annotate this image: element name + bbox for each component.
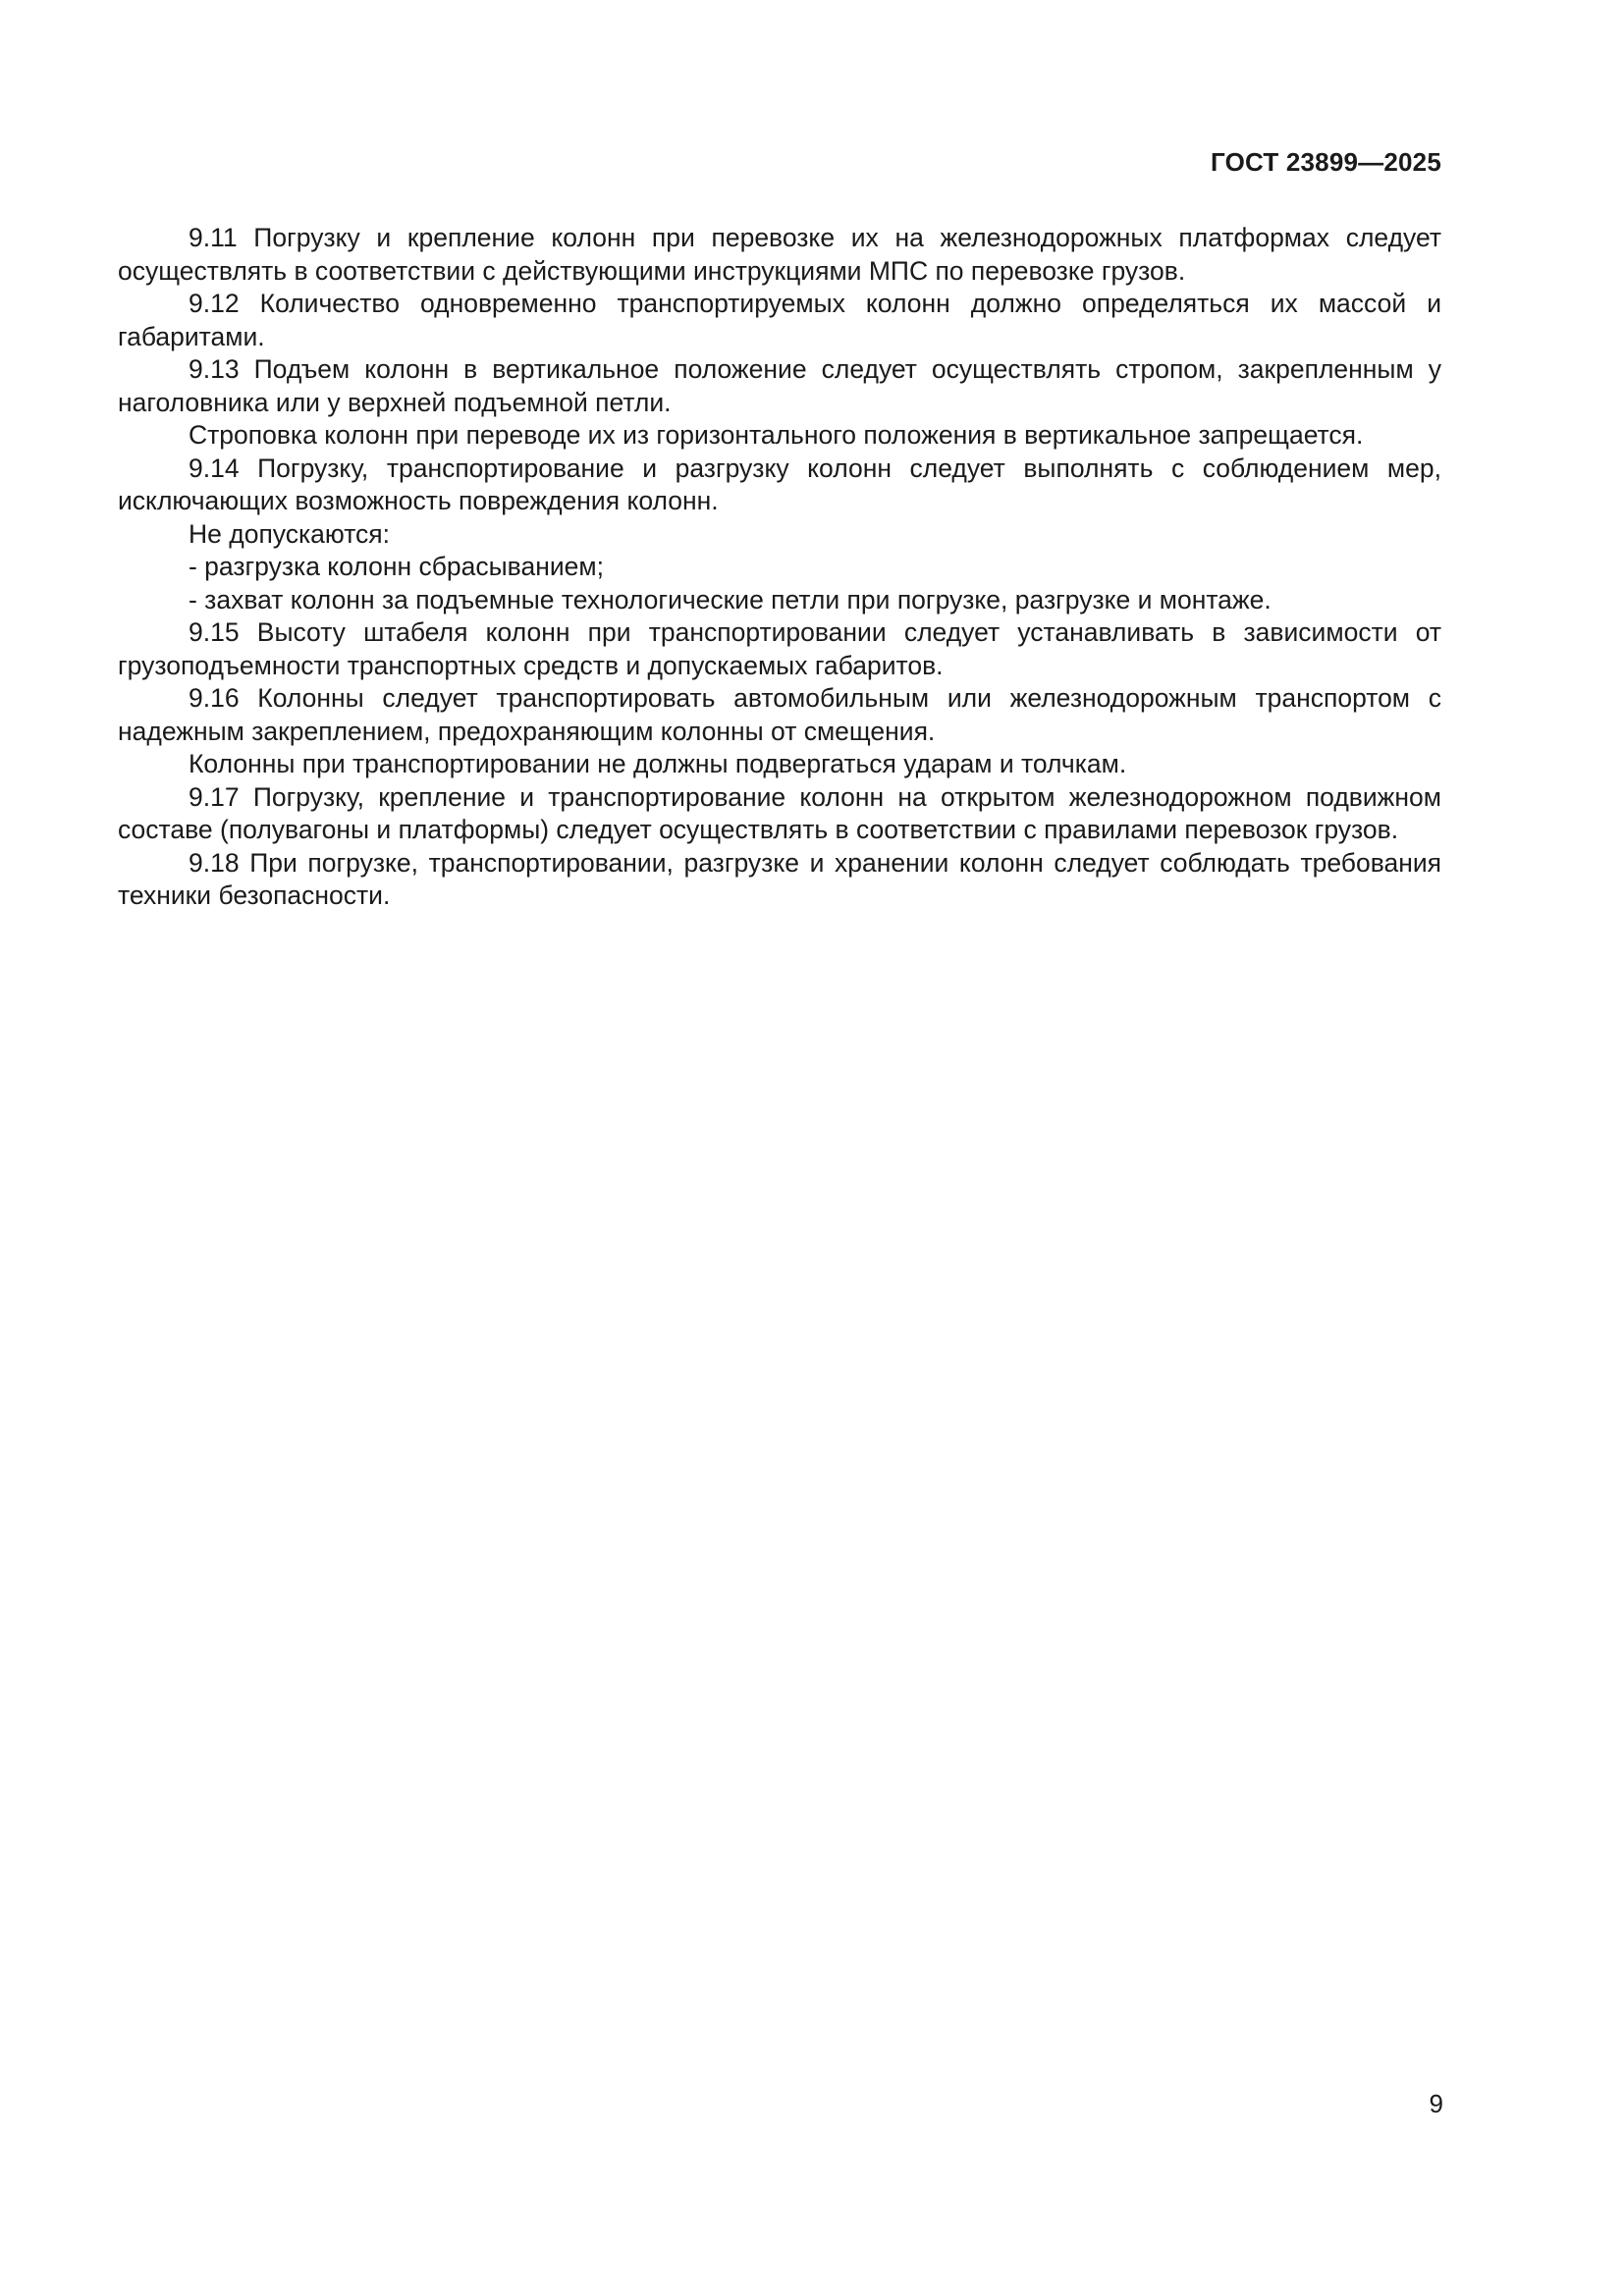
paragraph-not-allowed-intro: Не допускаются: xyxy=(189,518,390,549)
paragraph-9-17: 9.17 Погрузку, крепление и транспортирование колонн на открытом железнодорожном подвижном составе (полувагоны и платформы) следует осуществлять в соответствии с правилами перевозок грузов. xyxy=(118,781,1441,844)
paragraph-9-11: 9.11 Погрузку и крепление колонн при перевозке их на железнодорожных платформах следует осуществлять в соответствии с действующими инструкциями МПС по перевозке грузов. xyxy=(118,223,1441,286)
list-item-gripping-by-loops: - захват колонн за подъемные технологические петли при погрузке, разгрузке и монтаже. xyxy=(189,584,1272,614)
paragraph-9-16: 9.16 Колонны следует транспортировать автомобильным или железнодорожным транспортом с надежным закреплением, предохраняющим колонны от смещения. xyxy=(118,683,1441,746)
paragraph-9-14: 9.14 Погрузку, транспортирование и разгрузку колонн следует выполнять с соблюдением мер, исключающих возможность повреждения колонн. xyxy=(118,453,1441,515)
paragraph-no-impacts: Колонны при транспортировании не должны подвергаться ударам и толчкам. xyxy=(189,749,1127,778)
paragraph-9-15: 9.15 Высоту штабеля колонн при транспортировании следует устанавливать в зависимости от грузоподъемности транспортных средств и допускаемых габаритов. xyxy=(118,617,1441,680)
section-body xyxy=(118,222,1441,913)
paragraph-9-12: 9.12 Количество одновременно транспортируемых колонн должно определяться их массой и габаритами. xyxy=(118,289,1441,351)
paragraph-9-13: 9.13 Подъем колонн в вертикальное положение следует осуществлять стропом, закрепленным у наголовника или у верхней подъемной петли. xyxy=(118,354,1441,417)
paragraph-slinging-prohibition: Строповка колонн при переводе их из горизонтального положения в вертикальное запрещается. xyxy=(189,420,1364,450)
document-code-header: ГОСТ 23899—2025 xyxy=(1211,147,1441,177)
page-number: 9 xyxy=(1429,2089,1443,2118)
list-item-unloading-by-dropping: - разгрузка колонн сбрасыванием; xyxy=(189,552,604,581)
paragraph-9-18: 9.18 При погрузке, транспортировании, разгрузке и хранении колонн следует соблюдать требования техники безопасности. xyxy=(118,847,1441,910)
